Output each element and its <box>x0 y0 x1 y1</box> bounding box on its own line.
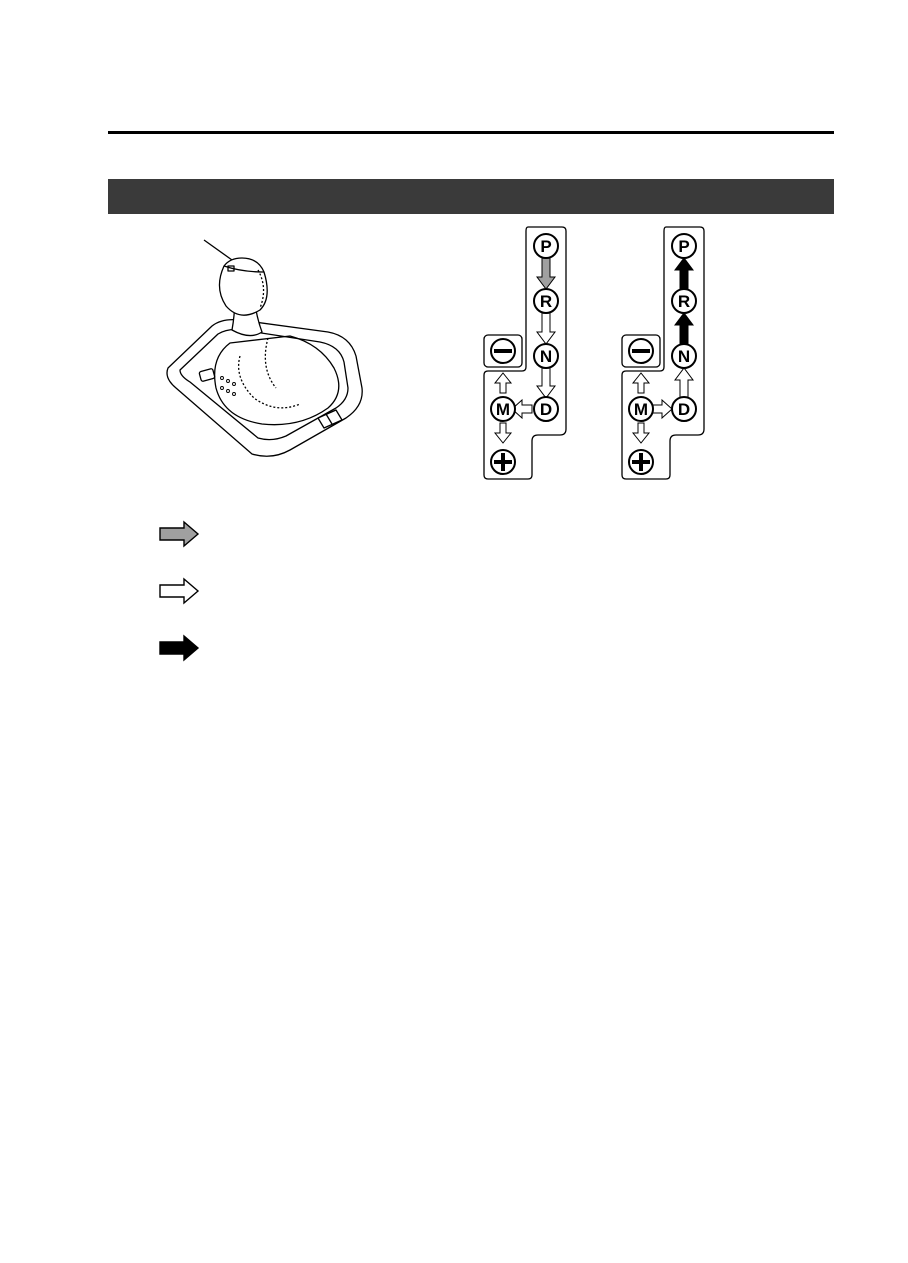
section-header-bar <box>108 179 834 214</box>
plus-icon <box>491 450 515 474</box>
white-arrow-r-to-n <box>537 313 555 344</box>
legend-item-gray <box>158 520 200 553</box>
white-arrow-n-to-d <box>537 368 555 398</box>
legend-item-black <box>158 634 200 667</box>
white-arrow-d-to-n <box>675 368 693 398</box>
white-arrow-m-up <box>495 373 511 393</box>
gear-label-n: N <box>677 347 691 366</box>
white-arrow-m-up <box>633 373 649 393</box>
gear-label-m: M <box>633 400 649 419</box>
gray-arrow-icon <box>158 520 200 548</box>
gray-arrow-p-to-r <box>537 258 555 289</box>
gear-shifter-illustration <box>150 228 370 463</box>
gear-label-d: D <box>539 400 553 419</box>
white-arrow-icon <box>158 577 200 605</box>
top-rule <box>108 131 834 134</box>
white-arrow-m-down <box>495 423 511 443</box>
white-arrow-m-down <box>633 423 649 443</box>
shift-gate-diagram-left <box>482 225 572 481</box>
gear-label-d: D <box>677 400 691 419</box>
gear-label-p: P <box>540 237 552 256</box>
legend-item-white <box>158 577 200 610</box>
minus-icon <box>491 339 515 363</box>
gear-label-r: R <box>677 292 691 311</box>
black-arrow-n-to-r <box>675 313 693 344</box>
shift-gate-diagram-right <box>620 225 710 481</box>
gear-label-p: P <box>678 237 690 256</box>
gear-label-n: N <box>539 347 553 366</box>
minus-icon <box>629 339 653 363</box>
plus-icon <box>629 450 653 474</box>
gear-label-r: R <box>539 292 553 311</box>
black-arrow-icon <box>158 634 200 662</box>
gear-label-m: M <box>495 400 511 419</box>
black-arrow-r-to-p <box>675 258 693 289</box>
